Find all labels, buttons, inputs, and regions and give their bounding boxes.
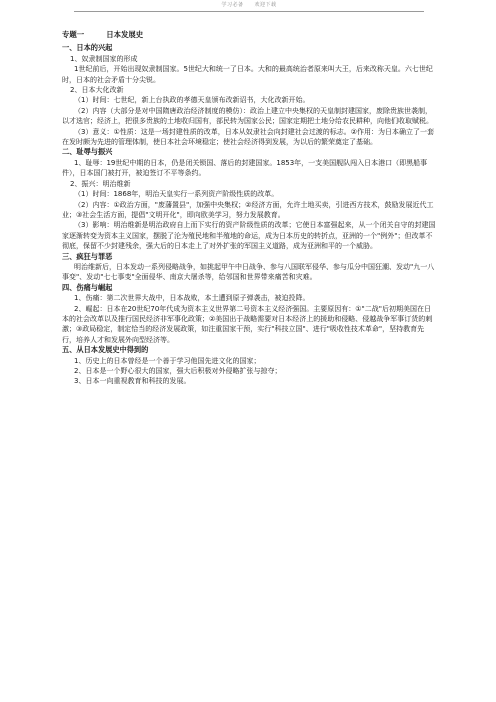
section-heading: 四、伤痛与崛起 <box>62 282 113 292</box>
subheading: 2、振兴：明治维新 <box>70 179 131 188</box>
paragraph: 1、伤痛：第二次世界大战中，日本战败，本土遭到原子弹袭击，被迫投降。 <box>74 294 310 303</box>
paragraph: （2）内容：①政治方面，"废藩置县"，加强中央集权；②经济方面，允许土地买卖，引进西方技术，鼓励发展近代工业；③社会生活方面，提倡"文明开化"，即向欧美学习，努力发展教育。 <box>62 200 434 219</box>
section-heading: 二、耻辱与振兴 <box>62 147 113 157</box>
paragraph: 1世纪前后，开始出现奴隶制国家。5世纪大和统一了日本。大和的最高统治者原来叫大王，后来改称天皇。六七世纪时，日本的社会矛盾十分尖锐。 <box>62 65 433 84</box>
document-body <box>62 30 437 387</box>
paragraph: 明治维新后，日本发动一系列侵略战争，如挑起甲午中日战争、参与八国联军侵华、参与瓜分中国狂潮、发动"九一八事变"、发动"七七事变"全面侵华、南京大屠杀等，给邻国和世界带来痛苦和灾难。 <box>62 262 435 282</box>
section-heading: 五、从日本发展史中得到的 <box>62 345 149 355</box>
document-title <box>62 30 437 40</box>
subheading: 2、日本大化改新 <box>70 86 124 95</box>
header-text: 学习必备 欢迎下载 <box>221 2 277 8</box>
title-topic-number: 专题一 <box>62 30 85 39</box>
paragraph: 2、崛起：日本在20世纪70年代成为资本主义世界第二号资本主义经济强国。主要原因有：①"二战"后初期美国在日本的社会改革以及推行国民经济非军事化政策；②美国出于战略需要对日本经济上的援助和侵略、侵越战争军事订货的刺激；③政局稳定，制定恰当的经济发展政策，如注重国家干预，实行"科技立国"、进行"吸收性技术革命"，坚持教育先行，培养人才和发展外向型经济等。 <box>62 304 433 344</box>
paragraph: （3）意义：①性质：这是一场封建性质的改革，日本从奴隶社会向封建社会过渡的标志。②作用：为日本确立了一套在发时颇为先进的管理体制，使日本社会环境稳定；使社会经济得到发展，为以后的繁荣奠定了基础。 <box>62 127 435 147</box>
subheading: 1、奴隶制国家的形成 <box>70 54 138 63</box>
paragraph: 1、耻辱：19世纪中期的日本，仍是闭关锁国、落后的封建国家。1853年，一支美国舰队闯入日本港口（即黑船事件），日本国门被打开，被迫签订不平等条约。 <box>62 158 428 178</box>
list-item: 2、日本是一个野心很大的国家，强大后积极对外侵略扩张与掠夺； <box>74 367 282 375</box>
title-topic-name: 日本发展史 <box>106 30 144 39</box>
paragraph: （1）时间：七世纪，新上台执政的孝德天皇颁布改新诏书，大化改新开始。 <box>74 96 310 105</box>
section-heading: 一、日本的兴起 <box>62 43 113 53</box>
section-heading: 三、疯狂与罪恶 <box>62 251 113 261</box>
paragraph: （2）内容（大部分是对中国隋唐政治经济制度的模仿）：政治上建立中央集权的天皇制封建国家，废除贵族世袭制，以才选官；经济上，把很多贵族的土地收归国有，部民转为国家公民；国家定期把土地分给农民耕种，向他们收取赋税。 <box>62 106 433 126</box>
list-item: 3、日本一向重视教育和科技的发展。 <box>74 377 191 386</box>
paragraph: （1）时间：1868年，明治天皇实行一系列资产阶级性质的改革。 <box>74 190 279 199</box>
list-item: 1、历史上的日本曾经是一个善于学习他国先进文化的国家； <box>74 356 261 365</box>
paragraph: （3）影响：明治维新是明治政府自上而下实行的资产阶级性质的改革；它使日本富强起来，从一个闭关自守的封建国家逐渐转变为资本主义国家，摆脱了沦为殖民地和半殖地的命运，成为日本历史的转折点，亚洲的一个"例外"；但改革不彻底，保留不少封建残余，强大后的日本走上了对外扩张的军国主义道路，成为亚洲和平的一个威胁。 <box>62 221 436 251</box>
page-header <box>74 0 424 12</box>
